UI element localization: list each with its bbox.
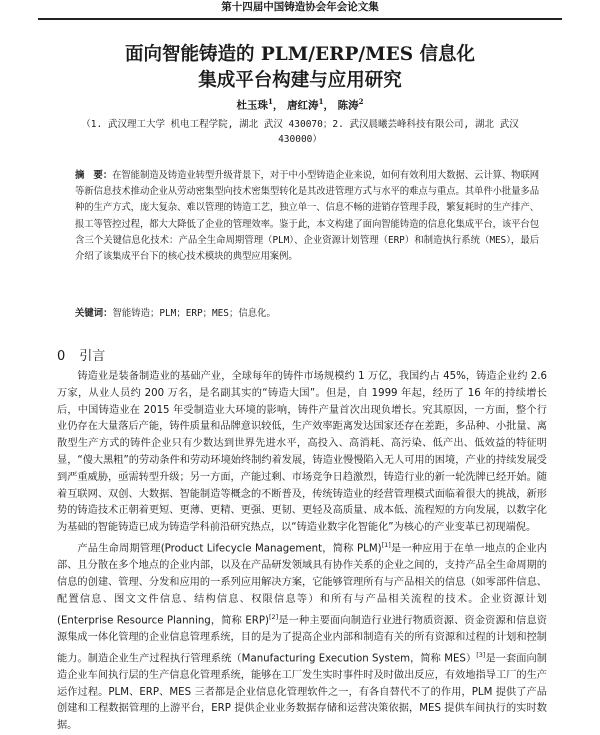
keywords-text: 智能铸造；PLM；ERP；MES；信息化。 <box>112 308 276 319</box>
citation: [2] <box>268 612 279 621</box>
paragraph: 铸造业是装备制造业的基础产业，全球每年的铸件市场规模约 1 万亿，我国约占 45%，铸造企业约 2.6万家，从业人员约 200 万名，是名副其实的“铸造大国”。但是，自 1999 年起，经历了 16 年的持续增长后，中国铸造业在 2015 年受制造业大环境的影响，铸件产量首次出现负增长。究其原因，一方面，整个行业仍存在大量落后产能，铸件质量和品牌意识较低，生产效率距离发达国家还存在差距，多品种、小批量、离散型生产方式的铸件企业只有少数达到世界先进水平，高投入、高消耗、高污染、低产出、低效益的特征明显，“傻大黑粗”的劳动条件和劳动环境始终制约着发展，铸造业慢慢陷入无人可用的困境，产业的持续发展受到严重威胁，亟需转型升级；另一方面，产能过剩、市场竞争日趋激烈，铸造行业的新一轮洗牌已经开始。随着互联网、双创、大数据、智能制造等概念的不断普及，传统铸造业的经营管理模式面临着很大的挑战，新形势的铸造技术正朝着更短、更薄、更精、更强、更韧、更轻及高质量、成本低、流程短的方向发展，以数字化为基础的智能铸造已成为铸造学科前沿研究热点，以“铸造业数字化智能化”为核心的产业变革已初现端倪。 <box>57 371 547 534</box>
author-name: 唐红涛 <box>287 99 319 112</box>
author-name: 陈涛 <box>337 99 359 112</box>
affiliation-line-2: 430000） <box>278 134 322 145</box>
section-number: 0 <box>57 349 66 364</box>
paragraph <box>57 537 547 735</box>
keywords <box>75 305 539 319</box>
citation: [3] <box>476 650 486 659</box>
running-header <box>38 0 562 20</box>
citation: [1] <box>381 540 391 549</box>
body-text <box>57 369 547 735</box>
abstract <box>75 168 539 265</box>
author-separator: ， <box>272 99 284 112</box>
author-affil-mark: 1 <box>318 97 324 106</box>
paragraph-text: 是一种应用于在单一地点的企业内部、且分散在多个地点的企业内部，以及在产品研发领域具有协作关系的企业之间的，支持产品全生命周期的信息的创建、管理、分发和应用的一系列应用解决方案，它能够管理所有与产品相关的信息（如零部件信息、配置信息、图文文件信息、结构信息、权限信息等）和所有与产品相关流程的技术。企业资源计划(Enterprise Resource Planning，简称 ERP) <box>57 543 547 626</box>
paragraph-text: 是一套面向制造企业车间执行层的生产信息化管理系统，能够在工厂发生实时事件时及时做出反应，有效地指导工厂的生产运作过程。PLM、ERP、MES 三者都是企业信息化管理软件之一，有各自替代不了的作用，PLM 提供了产品创建和工程数据管理的上游平台，ERP 提供企业业务数据存储和运营决策依据，MES 提供车间执行的实时数据。 <box>57 652 547 732</box>
author-list <box>50 97 550 113</box>
affiliations <box>60 117 540 147</box>
running-title: 第十四届中国铸造协会年会论文集 <box>221 1 379 13</box>
author-affil-mark: 1 <box>268 97 273 106</box>
abstract-text: 在智能制造及铸造业转型升级背景下，对于中小型铸造企业来说，如何有效利用大数据、云计算、物联网等新信息技术推动企业从劳动密集型向技术密集型转化是其改进管理方式与水平的难点与重点。其单件小批量多品种的生产方式，庞大复杂、难以管理的铸造工艺，独立单一、信息不畅的进销存管理手段，繁复耗时的生产排产、报工等管控过程，都大大降低了企业的管理效率。鉴于此，本文构建了面向智能铸造的信息化集成平台，该平台包含三个关键信息化技术：产品全生命周期管理（PLM）、企业资源计划管理（ERP）和制造执行系统（MES），最后介绍了该集成平台下的核心技术模块的典型应用案例。 <box>75 170 539 263</box>
section-title: 引言 <box>79 349 106 364</box>
paper-title <box>50 42 550 94</box>
author-affil-mark: 2 <box>358 97 364 106</box>
keywords-label: 关键词： <box>75 308 113 319</box>
paragraph-text: 产品生命周期管理(Product Lifecycle Management，简称 PLM) <box>77 543 382 555</box>
abstract-label: 摘 要： <box>75 170 113 181</box>
author-name: 杜玉珠 <box>236 99 269 112</box>
affiliation-line-1: （1. 武汉理工大学 机电工程学院, 湖北 武汉 430070；2. 武汉晨曦芸峰科技有限公司, 湖北 武汉 <box>81 119 519 130</box>
title-line-2: 集成平台构建与应用研究 <box>198 70 402 91</box>
section-heading <box>57 345 105 364</box>
title-line-1: 面向智能铸造的 PLM/ERP/MES 信息化 <box>124 44 476 65</box>
paragraph-text: 是一种主要面向制造行业进行物质资源、资金资源和信息资源集成一体化管理的企业信息管理系统，目的是为了提高企业内部和制造有关的所有资源和过程的计划和控制能力。制造企业生产过程执行管理系统（Manufacturing Execution System，简称 MES） <box>57 614 547 664</box>
author-separator: ， <box>323 99 334 112</box>
